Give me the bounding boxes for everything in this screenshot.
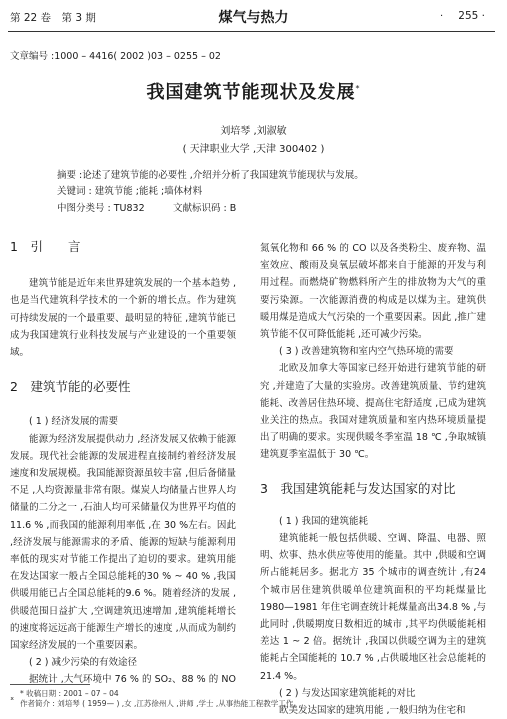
classification-row [57,200,237,214]
subsection-2-3-paragraph: 北欧及加拿大等国家已经开始进行建筑节能的研究 ,并建造了大量的实验房。改善建筑质量、节约建筑能耗、改善居住热环境、提高住宅舒适度 ,已成为建筑业关注的热点。我国对建筑质量和室内热环境质量提出了明确的要求。实现供暖冬季室温 18 ℃ ,争取城镇建筑夏季室温低于 30 ℃。 [260,363,486,461]
right-column [260,240,486,719]
subsection-3-1-heading: ( 1 ) 我国的建筑能耗 [279,515,369,527]
header-rule [8,31,495,32]
article-number: 文章编号 :1000 – 4416( 2002 )03 – 0255 – 02 [10,51,221,62]
section-1-paragraph: 建筑节能是近年来世界建筑发展的一个基本趋势 ,也是当代建筑科学技术的一个新的增长点。作为建筑可持续发展的一个最重要、最明显的特征 ,建筑节能已成为我国建筑行业科技发展与产业建设的一个重要领域。 [10,278,236,359]
left-column [10,238,236,706]
subsection-2-1-paragraph: 能源为经济发展提供动力 ,经济发展又依赖于能源发展。现代社会能源的发展进程直接制约着经济发展速度和发展规模。我国能源资源虽较丰富 ,但后备储量不足 ,人均资源量非常有限。煤炭人均储量占世界人均储量的二分之一 ,石油人均可采储量仅为世界平均值的 11.6 % ,而我国的能源利用率低 ,在 30 %左右。因此 ,经济发展与能源需求的矛盾、能源的短缺与能源利用率低的现实对节能工作提出了迫切的要求。建筑用能在发达国家一般占全国总能耗的30 % ~ 40 % ,我国供暖用能已占全国总能耗的9.6 %。随着经济的发展 ,供暖范围日益扩大 ,空调建筑迅速增加 ,建筑能耗增长的速度将远远高于能源生产增长的速度 ,从而成为制约国家经济发展的一个重要因素。 [10,433,236,652]
section-2-heading: 2 建筑节能的必要性 [10,379,131,395]
section-1-heading: 1 引 言 [10,239,81,254]
subsection-3-1-paragraph: 建筑能耗一般包括供暖、空调、降温、电器、照明、炊事、热水供应等使用的能量。其中 ,供暖和空调所占能耗居多。据北方 35 个城市的调查统计 ,有24 个城市居住建筑供暖单位建筑面积的平均耗煤量比 1980—1981 年住宅调查统计耗煤量高出34.8 % ,与此同时 ,供暖期度日数相近的城市 ,其平均供暖能耗相差达 1 ~ 2 倍。据统计 ,我国以供暖空调为主的建筑能耗占全国能耗的 10.7 % ,占供暖地区社会总能耗的 21.4 %。 [260,533,486,682]
subsection-2-2-heading: ( 2 ) 减少污染的有效途径 [29,657,138,669]
title-footnote-mark: * [355,84,361,93]
affiliation: ( 天津职业大学 ,天津 300402 ) [182,144,325,155]
subsection-2-3-heading: ( 3 ) 改善建筑物和室内空气热环境的需要 [279,346,454,358]
authors: 刘培琴 ,刘淑敏 [220,126,287,137]
continued-paragraph: 氮氧化物和 66 % 的 CO 以及各类粉尘、废弃物、温室效应、酸雨及臭氧层破坏都来自于能源的开发与利用过程。而燃烧矿物燃料所产生的排放物为大气的重要污染源。一次能源消费的构成是以煤为主。建筑供暖用煤是造成大气污染的一个重要因素。因此 ,推广建筑节能不仅可降低能耗 ,还可减少污染。 [260,243,486,341]
header-dot: · [440,11,444,22]
subsection-3-2-paragraph: 欧美发达国家的建筑用能 ,一般归纳为住宅和 [279,705,466,717]
document-code: 文献标识码 : B [173,203,237,214]
volume-issue: 第 22 卷 第 3 期 [10,12,96,24]
clc-number: 中图分类号 : TU832 [57,203,145,214]
subsection-2-2-paragraph: 据统计 ,大气环境中 76 % 的 SO₂、88 % 的 NO ₓ [10,674,236,703]
footnote-received: * 收稿日期 : 2001 – 07 – 04 [20,689,119,698]
paper-title-text: 我国建筑节能现状及发展 [146,82,356,103]
section-3-heading: 3 我国建筑能耗与发达国家的对比 [260,480,456,496]
running-header [0,0,507,40]
keywords: 关键词 : 建筑节能 ;能耗 ;墙体材料 [57,186,203,197]
abstract: 摘要 :论述了建筑节能的必要性 ,介绍并分析了我国建筑节能现状与发展。 [57,170,364,181]
paper-title [0,78,507,104]
footnote-rule [10,684,90,685]
subsection-2-1-heading: ( 1 ) 经济发展的需要 [29,416,119,428]
footnote-author: 作者简介 : 刘培琴 ( 1959— ) ,女 ,江苏徐州人 ,讲师 ,学士 ,从事热能工程教学工作。 [20,699,301,708]
subsection-3-2-heading: ( 2 ) 与发达国家建筑能耗的对比 [279,687,416,699]
journal-name: 煤气与热力 [218,10,289,26]
page-number: 255 · [458,10,485,22]
